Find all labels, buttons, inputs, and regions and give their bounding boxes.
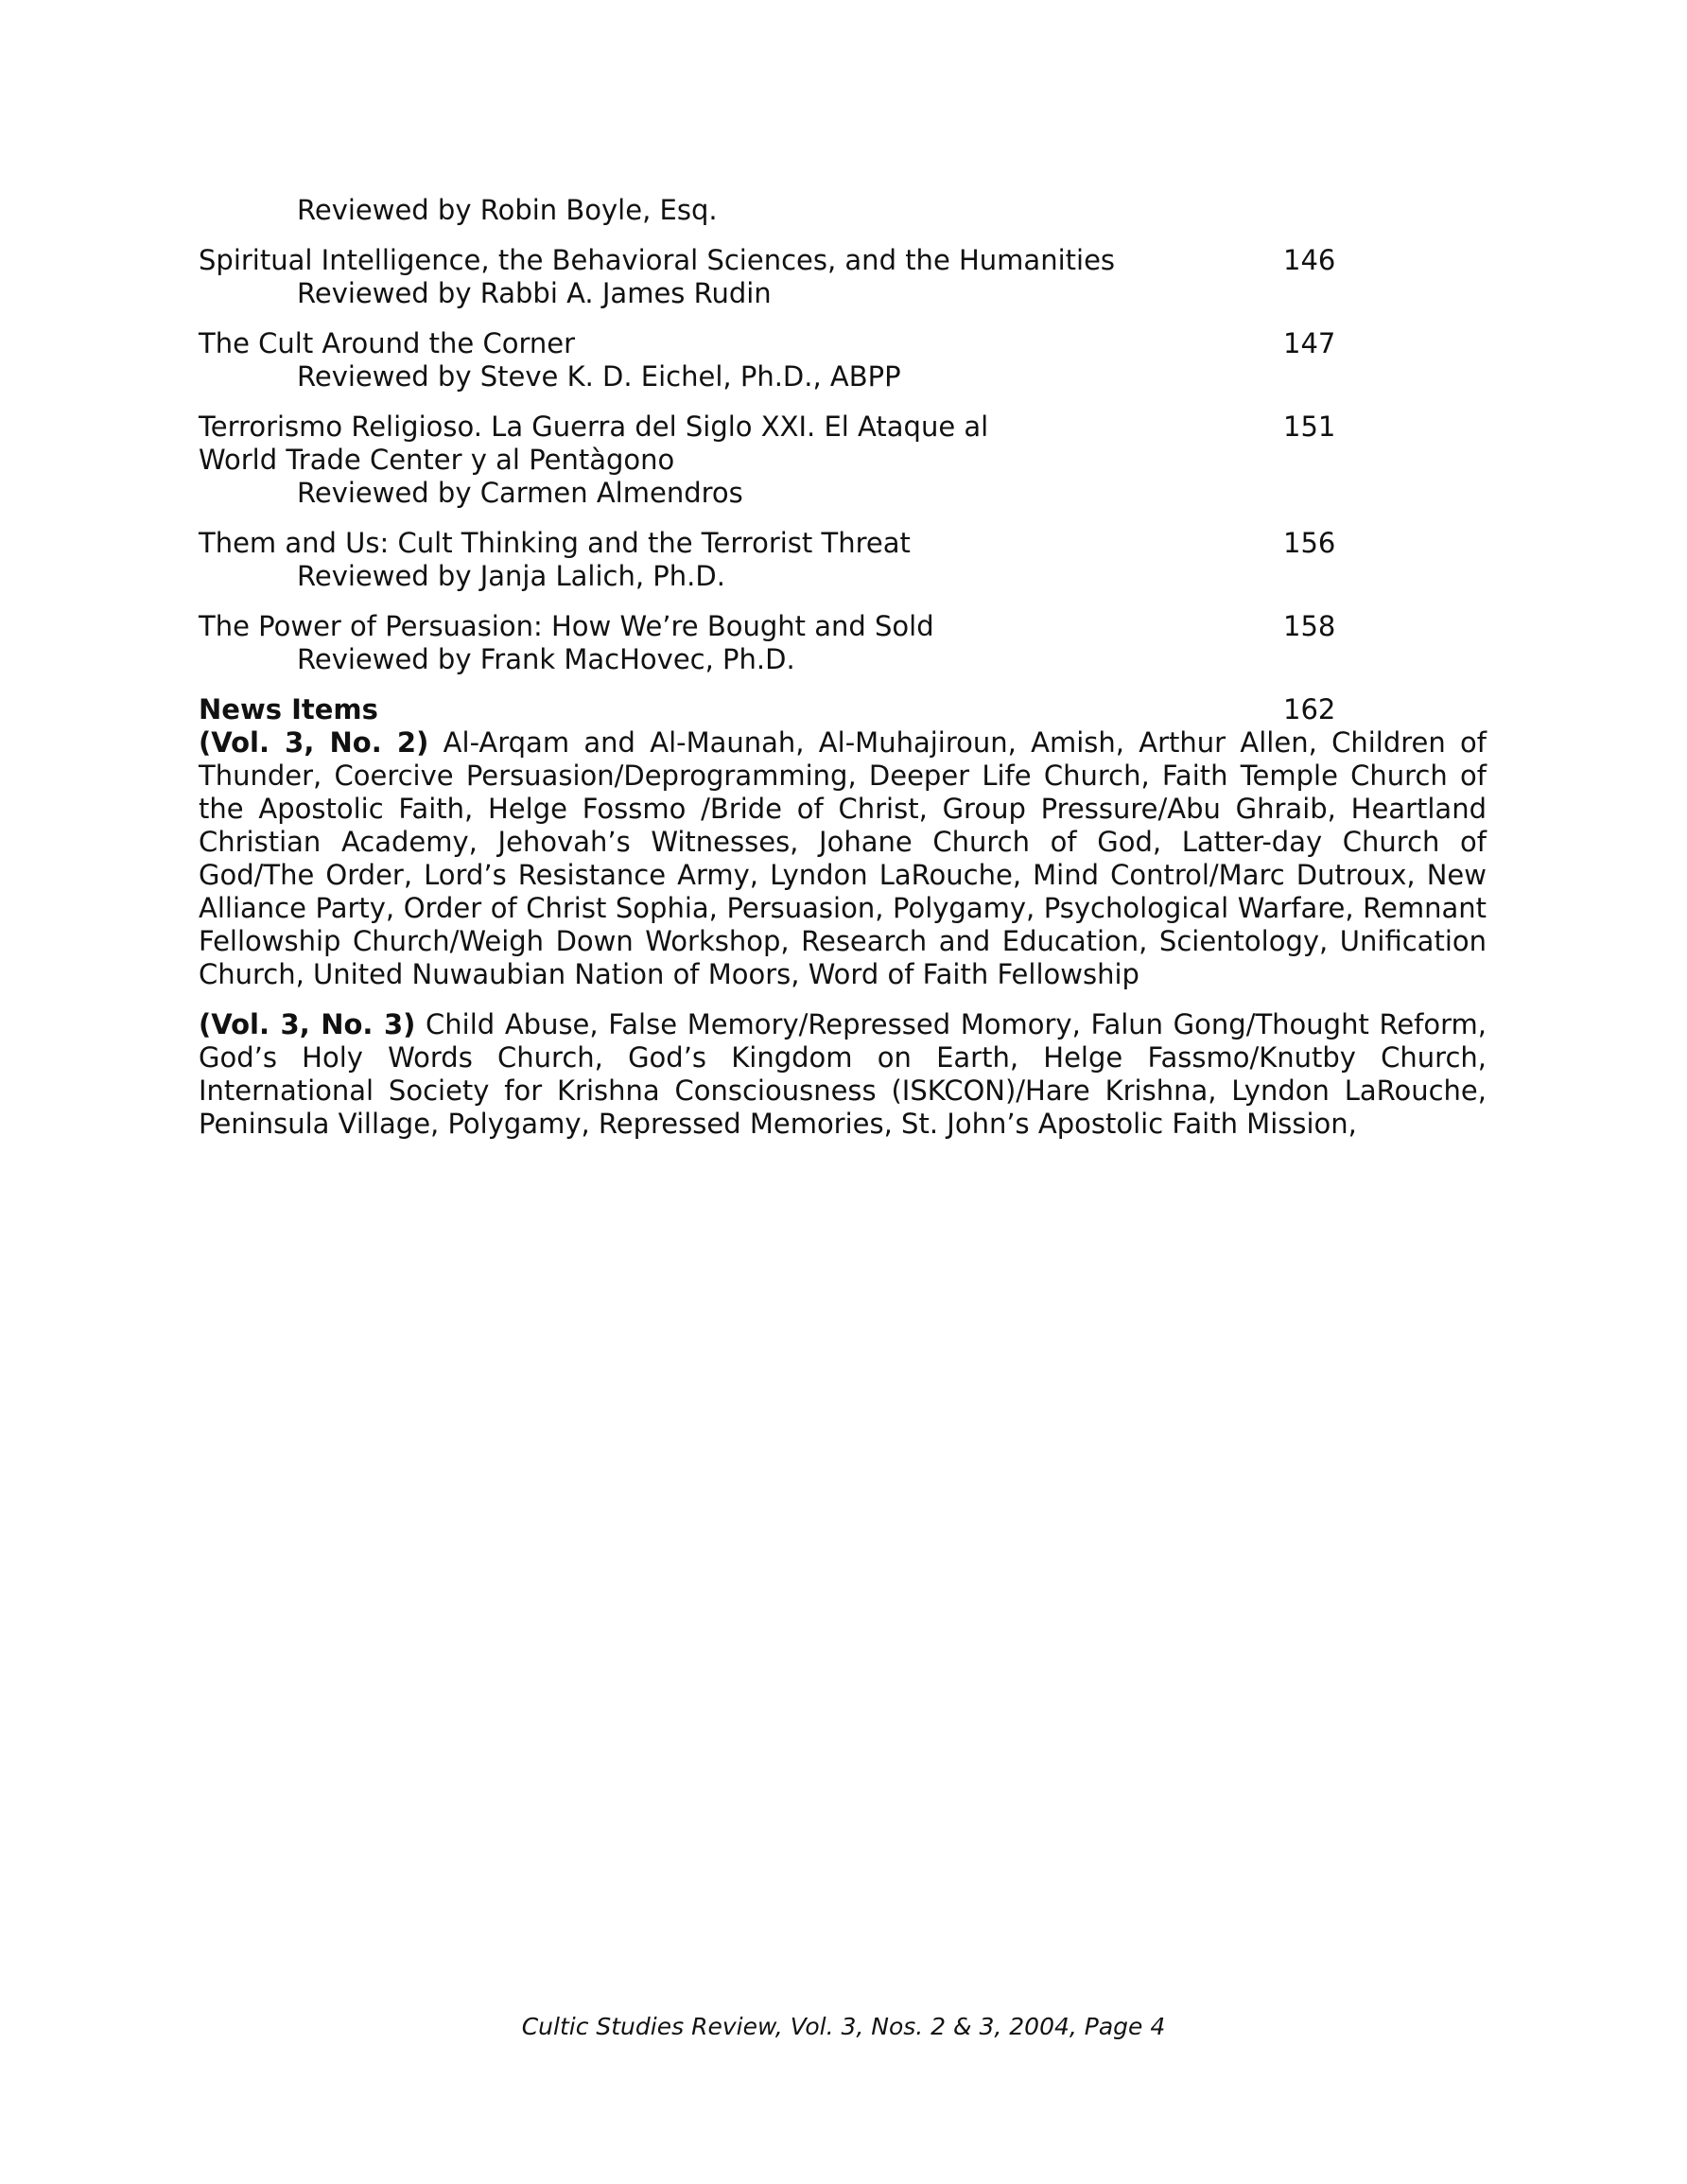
entry-page-number: 156 [1283, 527, 1336, 559]
entry-title: The Cult Around the Corner [199, 327, 576, 359]
reviewer-line: Reviewed by Frank MacHovec, Ph.D. [297, 643, 795, 675]
entry-page-number: 146 [1283, 244, 1336, 276]
volume-label: (Vol. 3, No. 2) [199, 726, 429, 759]
toc-entry [199, 610, 1487, 676]
news-topics-list: Al-Arqam and Al-Maunah, Al-Muhajiroun, Amish, Arthur Allen, Children of Thunder, Coercive Persuasion/Deprogramming, Deeper Life Church, Faith Temple Church of the Apostolic Faith, Helge Fossmo /Bride of Christ, Group Pressure/Abu Ghraib, Heartland Christian Academy, Jehovah’s Witnesses, Johane Church of God, Latter-day Church of God/The Order, Lord’s Resistance Army, Lyndon LaRouche, Mind Control/Marc Dutroux, New Alliance Party, Order of Christ Sophia, Persuasion, Polygamy, Psychological Warfare, Remnant Fellowship Church/Weigh Down Workshop, Research and Education, Scientology, Unification Church, United Nuwaubian Nation of Moors, Word of Faith Fellowship [199, 726, 1487, 990]
reviewer-line: Reviewed by Rabbi A. James Rudin [297, 277, 772, 309]
news-items-heading: News Items [199, 693, 378, 725]
news-topics-list: Child Abuse, False Memory/Repressed Momory, Falun Gong/Thought Reform, God’s Holy Words Church, God’s Kingdom on Earth, Helge Fassmo/Knutby Church, International Society for Krishna Consciousness (ISKCON)/Hare Krishna, Lyndon LaRouche, Peninsula Village, Polygamy, Repressed Memories, St. John’s Apostolic Faith Mission, [199, 1008, 1487, 1140]
entry-title: The Power of Persuasion: How We’re Bought and Sold [199, 610, 934, 642]
toc-entry [199, 527, 1487, 593]
reviewer-line: Reviewed by Janja Lalich, Ph.D. [297, 560, 725, 592]
table-of-contents [199, 194, 1487, 1158]
news-items-heading-row [199, 693, 1487, 726]
entry-page-number: 151 [1283, 411, 1336, 443]
entry-title: Them and Us: Cult Thinking and the Terrorist Threat [199, 527, 911, 559]
entry-page-number: 158 [1283, 610, 1336, 642]
entry-title: Terrorismo Religioso. La Guerra del Siglo XXI. El Ataque al [199, 411, 989, 443]
toc-entry [199, 327, 1487, 393]
page-footer: Cultic Studies Review, Vol. 3, Nos. 2 & 3, 2004, Page 4 [521, 2013, 1166, 2040]
entry-title: Spiritual Intelligence, the Behavioral Sciences, and the Humanities [199, 244, 1116, 276]
entry-title-continued: World Trade Center y al Pentàgono [199, 444, 675, 476]
volume-label: (Vol. 3, No. 3) [199, 1008, 416, 1040]
entry-page-number: 147 [1283, 327, 1336, 359]
news-items-page-number: 162 [1283, 693, 1336, 725]
news-paragraph-vol3 [199, 1008, 1487, 1141]
toc-entry [199, 411, 1487, 510]
reviewer-line: Reviewed by Carmen Almendros [297, 477, 743, 509]
reviewer-line: Reviewed by Robin Boyle, Esq. [297, 194, 718, 226]
reviewer-line: Reviewed by Steve K. D. Eichel, Ph.D., ABPP [297, 360, 901, 393]
news-paragraph-vol2 [199, 726, 1487, 991]
toc-entry [199, 244, 1487, 310]
